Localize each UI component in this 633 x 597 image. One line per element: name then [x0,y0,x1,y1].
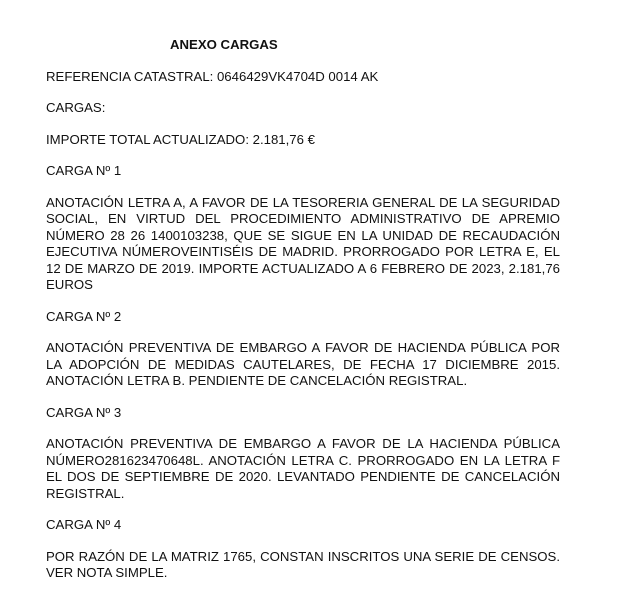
referencia-catastral: REFERENCIA CATASTRAL: 0646429VK4704D 0014 AK [46,68,379,84]
carga-3-text: ANOTACIÓN PREVENTIVA DE EMBARGO A FAVOR DE LA HACIENDA PÚBLICA NÚMERO281623470648L. ANOTACIÓN LETRA C. PRORROGADO EN LA LETRA F EL DOS DE SEPTIEMBRE DE 2020. LEVANTADO PENDIENTE DE CANCELACIÓN REGISTRAL. [46,436,560,501]
carga-1-text: ANOTACIÓN LETRA A, A FAVOR DE LA TESORERIA GENERAL DE LA SEGURIDAD SOCIAL, EN VIRTUD DEL PROCEDIMIENTO ADMINISTRATIVO DE APREMIO NÚMERO 28 26 1400103238, QUE SE SIGUE EN LA UNIDAD DE RECAUDACIÓN EJECUTIVA NÚMEROVEINTISÉIS DE MADRID. PRORROGADO POR LETRA E, EL 12 DE MARZO DE 2019. IMPORTE ACTUALIZADO A 6 FEBRERO DE 2023, 2.181,76 EUROS [46,194,560,292]
document-title: ANEXO CARGAS [170,37,278,52]
carga-3-heading: CARGA Nº 3 [46,404,122,420]
carga-4-heading: CARGA Nº 4 [46,517,122,532]
carga-2-heading: CARGA Nº 2 [46,308,122,324]
document [46,37,560,597]
carga-2-text: ANOTACIÓN PREVENTIVA DE EMBARGO A FAVOR DE HACIENDA PÚBLICA POR LA ADOPCIÓN DE MEDIDAS CAUTELARES, DE FECHA 17 DICIEMBRE 2015. ANOTACIÓN LETRA B. PENDIENTE DE CANCELACIÓN REGISTRAL. [46,340,560,388]
cargas-label: CARGAS: [46,100,106,115]
importe-total: IMPORTE TOTAL ACTUALIZADO: 2.181,76 € [46,131,315,147]
carga-4-text: POR RAZÓN DE LA MATRIZ 1765, CONSTAN INSCRITOS UNA SERIE DE CENSOS. VER NOTA SIMPLE. [46,548,560,580]
carga-1-heading: CARGA Nº 1 [46,163,122,178]
